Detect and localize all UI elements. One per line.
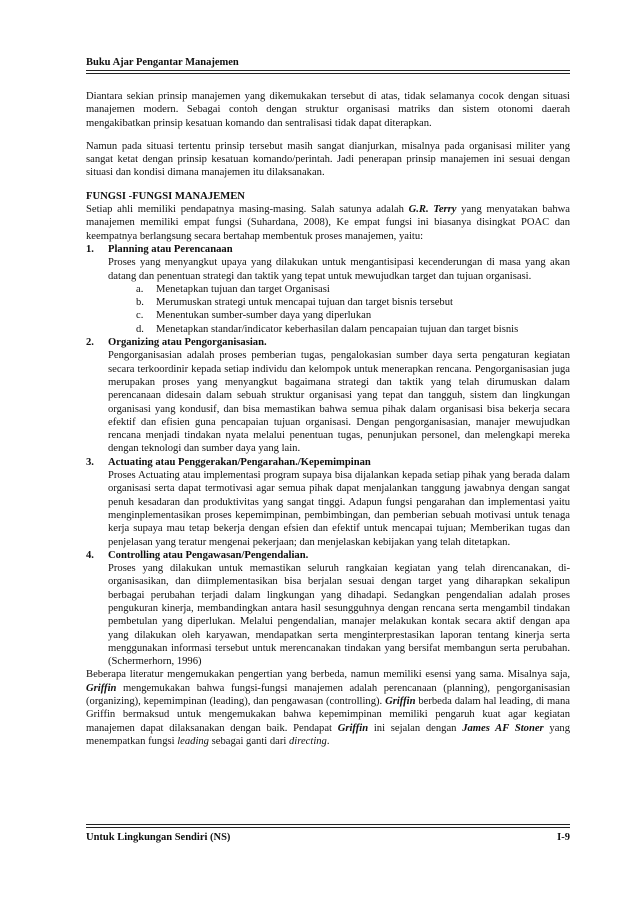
closing-text: yang menempatkan fungsi [86,722,570,747]
closing-paragraph [86,668,570,748]
closing-text: Beberapa literatur mengemukakan pengertian yang berbeda, namun memiliki esensi yang sama. Misalnya saja, [86,669,570,681]
author-griffin: Griffin [86,682,117,694]
author-stoner: James AF Stoner [462,722,544,734]
function-item-controlling [86,549,570,669]
functions-list [86,243,570,669]
item-body: Proses yang dilakukan untuk memastikan seluruh rangkaian kegiatan yang telah direncanakan, di-organisasikan, dan diimplementasikan bisa berjalan sesuai dengan target yang diharapkan sekalipun berbagai perubahan terjadi dalam lingkungan yang dihadapi. Sedangkan pengendalian adalah proses pengukuran kinerja, membandingkan antara hasil sesungguhnya dengan rencana serta mengambil tindakan pembetulan yang diperlukan. Melalui pengendalian, manajer melakukan kontak secara aktif dengan apa yang dilakukan oleh karyawan, mendapatkan serta menginterprestasikan laporan tentang kinerja serta menggunakan informasi tersebut untuk merencanakan tindakan yang bersifat membangun serta perubahan. (Schermerhorn, 1996) [108,563,570,668]
closing-text: mengemukakan bahwa fungsi-fungsi manajemen adalah perencanaan (planning), pengorganisasian (organizing), kepemimpinan (leading), dan pengawasan (controlling). [86,682,570,708]
item-title: Actuating atau Penggerakan/Pengarahan./Kepemimpinan [108,456,371,468]
sub-letter: c. [136,310,144,322]
item-title: Organizing atau Pengorganisasian. [108,337,267,349]
header-divider [86,73,570,74]
sub-letter: b. [136,297,144,309]
item-number: 4. [86,549,94,561]
sub-text: Menetapkan tujuan dan target Organisasi [156,283,330,295]
item-body: Proses yang menyangkut upaya yang dilakukan untuk mengantisipasi kecenderungan di masa yang akan datang dan penentuan strategi dan taktik yang tepat untuk mewujudkan target dan tujuan organisasi. [108,257,570,282]
planning-sublist [108,283,570,336]
sub-item [136,296,570,309]
function-item-planning [86,243,570,336]
function-item-actuating [86,456,570,549]
section-title: FUNGSI -FUNGSI MANAJEMEN [86,190,245,202]
page-header: Buku Ajar Pengantar Manajemen [86,57,570,71]
item-title: Planning atau Perencanaan [108,243,233,255]
sub-text: Menetapkan standar/indicator keberhasilan dalam pencapaian tujuan dan target bisnis [156,323,519,335]
footer-divider [86,824,570,825]
sub-letter: a. [136,283,144,295]
item-title: Controlling atau Pengawasan/Pengendalian. [108,549,309,561]
section-intro [86,203,570,243]
item-number: 2. [86,337,94,349]
closing-text: sebagai ganti dari [208,735,289,747]
term-directing: directing [289,735,327,747]
closing-text: berbeda dalam hal leading, di mana Griffin bermaksud untuk mengemukakan bahwa kepemimpinan memiliki pengaruh kuat agar kegiatan manajemen dapat dilaksanakan dengan baik. Pendapat [86,696,570,734]
author-griffin: Griffin [337,722,369,734]
item-number: 3. [86,456,94,468]
footer-left-text: Untuk Lingkungan Sendiri (NS) [86,832,231,843]
intro-text-start: Setiap ahli memiliki pendapatnya masing-masing. Salah satunya adalah [86,204,409,216]
sub-item [136,283,570,296]
sub-letter: d. [136,323,144,335]
sub-item [136,309,570,322]
closing-text: . [326,735,330,747]
closing-text: ini sejalan dengan [368,722,463,734]
footer-divider-thin [86,827,570,828]
item-body: Proses Actuating atau implementasi program supaya bisa dijalankan kepada setiap pihak yang berada dalam organisasi serta dapat termotivasi agar semua pihak dapat menjalankan tanggung jawabnya dengan sangat penuh kesadaran dan produktivitas yang sangat tinggi. Adapun fungsi pengarahan dan implementasi yaitu menginplementasikan proses kepemimpinan, pembimbingan, dan pemberian sebuah motivasi untuk tenaga kerja supaya mau tetap bekerja dengan efsien dan efektif untuk mencapai tujuan; Memberikan tugas dan penjelasan yang teratur mengenai pekerjaan; dan menjelaskan kebijakan yang telah ditetapkan. [108,470,570,548]
item-number: 1. [86,243,94,255]
item-body: Pengorganisasian adalah proses pemberian tugas, pengalokasian sumber daya serta pengaturan kegiatan secara terkoordinir kepada setiap individu dan kelompok untuk menerapkan rencana. Pengorganisasian juga merupakan proses yang menyangkut bagaimana strategi dan taktik yang telah dirumuskan dalam perencanaan didesain dalam sebuah struktur organisasi yang tepat dan tangguh, sistem dan lingkungan organisasi yang kondusif, dan bisa memastikan bahwa semua pihak dalam organisasi bisa bekerja secara efektif dan efisien guna pencapaian tujuan organisasi. Dengan pengorganisasian, manajer mewujudkan rencana menjadi tindakan nyata melalui penentuan tugas, penunjukan personel, dan melengkapi mereka dengan teknologi dan sumber daya yang lain. [108,350,570,455]
author-griffin: Griffin [385,696,416,708]
paragraph-1: Diantara sekian prinsip manajemen yang dikemukakan tersebut di atas, tidak selamanya cocok dengan situasi manajemen modern. Sebagai contoh dengan struktur organisasi matriks dan sistem otonomi daerah mengakibatkan prinsip kesatuan komando dan sentralisasi tidak dapat diterapkan. [86,91,570,129]
sub-text: Merumuskan strategi untuk mencapai tujuan dan target bisnis tersebut [156,297,453,309]
sub-text: Menentukan sumber-sumber daya yang diperlukan [156,310,372,322]
intro-text-end: yang menyatakan bahwa manajemen memiliki empat fungsi (Suhardana, 2008), Ke empat fungsi ini biasanya disingkat POAC dan keempatnya berlangsung secara bertahap membentuk proses manajemen, yaitu: [86,204,570,242]
function-item-organizing [86,336,570,456]
sub-item [136,323,570,336]
term-leading: leading [177,735,209,747]
paragraph-2: Namun pada situasi tertentu prinsip tersebut masih sangat dianjurkan, misalnya pada organisasi militer yang sangat ketat dengan prinsip kesatuan komando/perintah. Jadi penerapan prinsip manajemen ini sesuai dengan situasi dan kondisi dimana manajemen itu dilaksanakan. [86,140,570,179]
intro-author: G.R. Terry [408,204,457,216]
page-number: I-9 [557,832,570,843]
page-content [86,90,570,758]
